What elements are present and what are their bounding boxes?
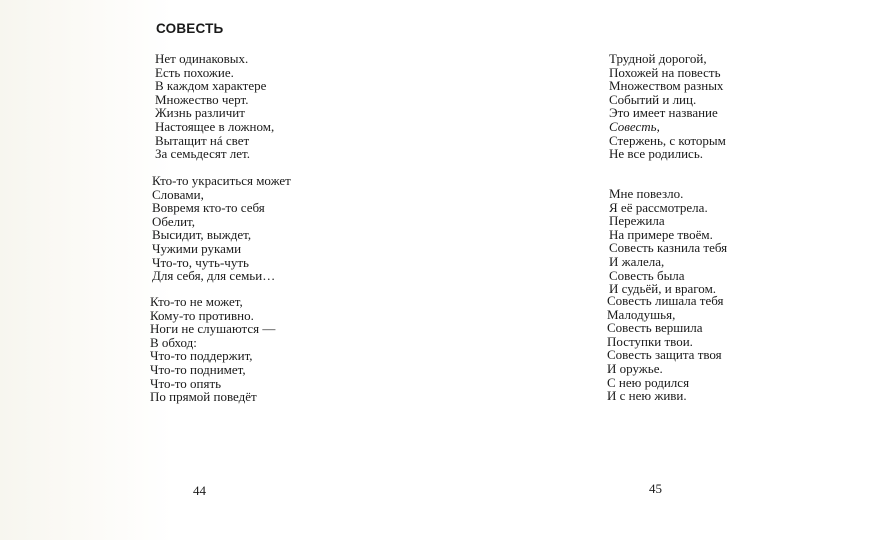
poem-line: С нею родился xyxy=(607,374,690,390)
poem-line: Что-то поддержит, xyxy=(150,348,253,364)
poem-line: Настоящее в ложном, xyxy=(155,118,275,134)
poem-line: Я её рассмотрела. xyxy=(609,199,708,215)
stanza-2 xyxy=(152,174,291,283)
poem-line: Не все родились. xyxy=(609,146,704,162)
poem-line: Обелит, xyxy=(152,213,195,229)
page-number-left: 44 xyxy=(193,483,206,498)
poem-line: Что-то опять xyxy=(150,375,222,391)
poem-line: Совесть защита твоя xyxy=(607,347,722,363)
poem-line: Есть похожие. xyxy=(155,64,234,80)
poem-line: На примере твоём. xyxy=(609,226,713,242)
poem-line: В каждом характере xyxy=(155,78,267,94)
poem-line: И оружье. xyxy=(607,360,663,376)
stanza-3 xyxy=(150,295,275,404)
poem-line: Кому-то противно. xyxy=(150,307,254,323)
poem-line: Вовремя кто-то себя xyxy=(152,200,265,216)
stanza-5 xyxy=(609,187,727,296)
poem-line-italic: Совесть, xyxy=(609,118,660,134)
poem-line: Что-то, чуть-чуть xyxy=(152,254,249,270)
poem-line: Множеством разных xyxy=(609,78,724,94)
poem-line: Ноги не слушаются — xyxy=(150,321,276,337)
poem-line: В обход: xyxy=(150,334,197,350)
poem-line: Мне повезло. xyxy=(609,186,684,201)
poem-line: Множество черт. xyxy=(155,91,249,107)
poem-line: Малодушья, xyxy=(607,306,676,322)
poem-line: И судьёй, и врагом. xyxy=(609,281,717,297)
right-page xyxy=(434,0,869,540)
poem-line: Жизнь различит xyxy=(155,105,245,121)
poem-line: Кто-то не может, xyxy=(150,294,243,309)
poem-line: Совесть лишала тебя xyxy=(607,293,724,308)
stanza-6 xyxy=(607,294,724,403)
poem-line: Поступки твои. xyxy=(607,333,693,349)
poem-line: Чужими руками xyxy=(152,240,242,256)
poem-line: Совесть вершила xyxy=(607,320,703,336)
poem-title: СОВЕСТЬ xyxy=(156,21,224,36)
page-number-right: 45 xyxy=(649,481,662,496)
poem-line: За семьдесят лет. xyxy=(155,146,250,162)
stanza-4 xyxy=(609,52,726,161)
poem-line: Нет одинаковых. xyxy=(155,51,249,66)
poem-line: Совесть казнила тебя xyxy=(609,240,728,256)
poem-line: Вытащит нá свет xyxy=(155,132,250,148)
poem-line: Что-то поднимет, xyxy=(150,361,246,377)
poem-line: Кто-то украситься может xyxy=(152,173,291,188)
poem-line: И жалела, xyxy=(609,253,665,269)
poem-line: Это имеет название xyxy=(609,105,718,121)
poem-line: Совесть была xyxy=(609,267,685,283)
poem-line: Событий и лиц. xyxy=(609,91,697,107)
poem-line: По прямой поведёт xyxy=(150,389,257,405)
left-page xyxy=(0,0,434,540)
poem-line: Пережила xyxy=(609,213,665,229)
stanza-1 xyxy=(155,52,274,161)
poem-line: Высидит, выждет, xyxy=(152,227,252,243)
poem-line: Трудной дорогой, xyxy=(609,51,707,66)
poem-line: Похожей на повесть xyxy=(609,64,721,80)
poem-line: Для себя, для семьи… xyxy=(152,268,276,284)
poem-line: Стержень, с которым xyxy=(609,132,726,148)
poem-line: И с нею живи. xyxy=(607,388,687,404)
poem-line: Словами, xyxy=(152,186,204,202)
